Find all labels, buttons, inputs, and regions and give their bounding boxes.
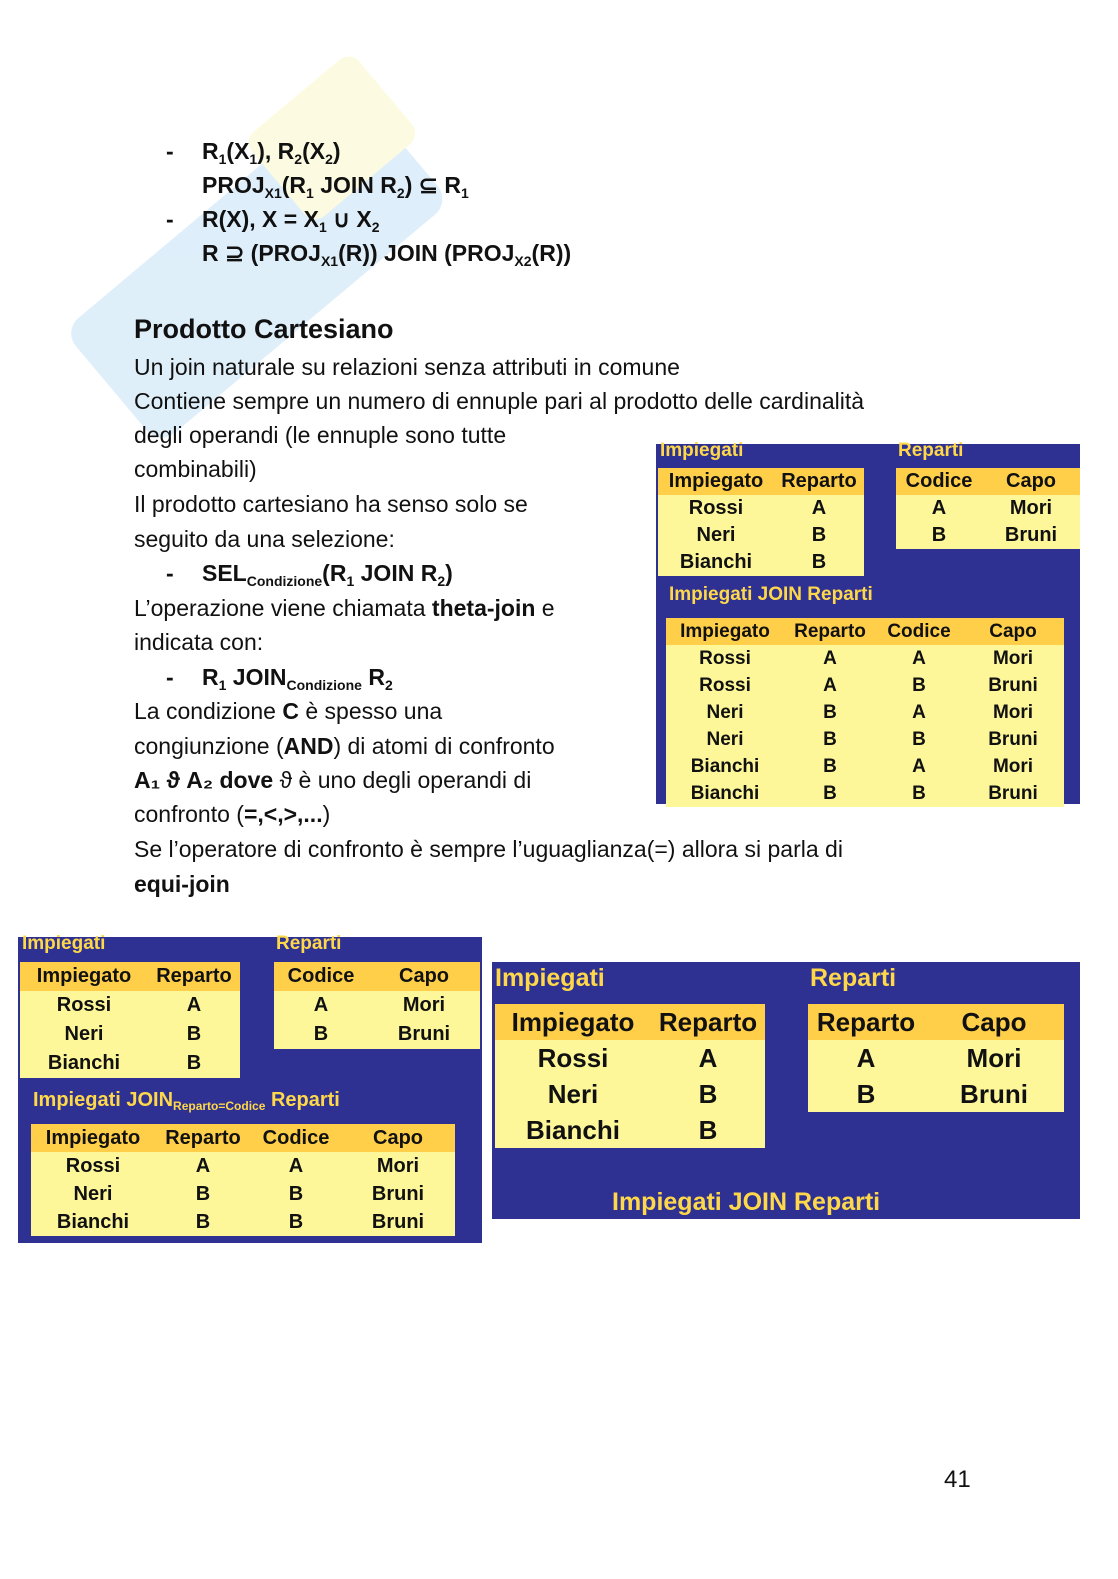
- table-row: [20, 1049, 240, 1078]
- table-row: [31, 1180, 455, 1208]
- paragraph-line: degli operandi (le ennuple sono tutte: [134, 422, 507, 448]
- table-cell: A: [912, 756, 926, 777]
- table-cell: B: [912, 783, 926, 804]
- table-cell: A: [698, 1043, 718, 1073]
- table-cell: B: [856, 1079, 876, 1109]
- table-cell: B: [698, 1079, 718, 1109]
- table-cell: Rossi: [65, 1155, 121, 1177]
- panel-title-reparti: Reparti: [898, 440, 964, 461]
- table-cell: A: [313, 994, 329, 1016]
- panel-title-reparti: Reparti: [810, 964, 897, 992]
- table-cell: Bruni: [960, 1079, 1028, 1109]
- table-cell: A: [186, 994, 202, 1016]
- table-join-result: [31, 1124, 455, 1236]
- column-header: Reparto: [156, 965, 232, 987]
- table-row: [666, 726, 1064, 753]
- table-cell: A: [195, 1155, 211, 1177]
- panel-title-impiegati: Impiegati: [495, 964, 605, 992]
- table-header: [495, 1004, 765, 1040]
- table-cell: B: [931, 524, 947, 546]
- table-row: [666, 753, 1064, 780]
- table-row: [666, 699, 1064, 726]
- table-cell: Bruni: [988, 729, 1038, 750]
- table-cell: Neri: [547, 1079, 599, 1109]
- panel-title-join: Impiegati $JOIN_{Reparto=Codice}$ Reparti: [33, 1089, 340, 1113]
- table-row: [274, 1020, 480, 1049]
- table-row: [20, 1020, 240, 1049]
- table-cell: B: [912, 729, 926, 750]
- panel-title-impiegati: Impiegati: [22, 933, 106, 954]
- figure-cartesian-product: [656, 440, 1080, 804]
- table-row: [658, 522, 864, 549]
- table-cell: Mori: [992, 756, 1034, 777]
- paragraph-line: La condizione C è spesso una: [134, 698, 443, 724]
- dash-bullet: -: [166, 664, 174, 690]
- table-cell: Mori: [376, 1155, 420, 1177]
- table-cell: Rossi: [537, 1043, 609, 1073]
- table-cell: B: [823, 702, 837, 723]
- table-cell: A: [823, 675, 837, 696]
- table-impiegati: [20, 962, 240, 1078]
- formula-selection: $SEL_{Condizione}(R_1$ JOIN $R_2$): [202, 560, 453, 589]
- paragraph-line: equi-join: [134, 871, 230, 897]
- table-row: [495, 1040, 765, 1076]
- table-cell: Bruni: [371, 1183, 425, 1205]
- table-cell: Bianchi: [56, 1211, 130, 1233]
- table-row: [658, 549, 864, 576]
- formula-superset: R ⊇ $(PROJ_{X1}(R))$ JOIN $(PROJ_{X2}(R))$: [202, 240, 572, 269]
- table-cell: Bianchi: [679, 551, 753, 573]
- table-cell: Neri: [696, 524, 736, 546]
- table-row: [896, 495, 1080, 522]
- table-header: [896, 468, 1080, 495]
- table-impiegati: [495, 1004, 765, 1148]
- column-header: Reparto: [794, 621, 866, 642]
- figure-empty-join: [492, 962, 1080, 1219]
- table-cell: Bianchi: [526, 1115, 620, 1145]
- column-header: Codice: [262, 1127, 330, 1149]
- table-row: [31, 1208, 455, 1236]
- column-header: Reparto: [165, 1127, 241, 1149]
- table-cell: B: [195, 1211, 211, 1233]
- table-cell: A: [823, 648, 837, 669]
- column-header: Impiegato: [36, 965, 132, 987]
- table-cell: Bruni: [371, 1211, 425, 1233]
- table-row: [20, 991, 240, 1020]
- dash-bullet: -: [166, 206, 174, 232]
- dash-bullet: -: [166, 560, 174, 586]
- table-cell: Neri: [64, 1023, 104, 1045]
- table-cell: A: [288, 1155, 304, 1177]
- table-cell: Neri: [706, 729, 744, 750]
- table-header: [20, 962, 240, 991]
- table-cell: Bruni: [988, 675, 1038, 696]
- table-cell: B: [811, 551, 827, 573]
- table-cell: B: [811, 524, 827, 546]
- table-cell: Bruni: [988, 783, 1038, 804]
- paragraph-line: L’operazione viene chiamata theta-join e: [134, 595, 555, 621]
- paragraph-line: Se l’operatore di confronto è sempre l’uguaglianza(=) allora si parla di: [134, 836, 843, 862]
- panel-title-reparti: Reparti: [276, 933, 342, 954]
- column-header: Codice: [905, 470, 973, 492]
- paragraph-line: Un join naturale su relazioni senza attributi in comune: [134, 354, 680, 380]
- table-row: [274, 991, 480, 1020]
- table-header: [31, 1124, 455, 1152]
- column-header: Impiegato: [680, 621, 770, 642]
- table-cell: Mori: [992, 702, 1034, 723]
- table-cell: Mori: [402, 994, 446, 1016]
- table-row: [808, 1076, 1064, 1112]
- table-reparti: [274, 962, 480, 1049]
- dash-bullet: -: [166, 138, 174, 164]
- table-cell: B: [698, 1115, 718, 1145]
- formula-union: R(X), $X = X_1$ ∪ $X_2$: [202, 206, 380, 235]
- table-row: [666, 672, 1064, 699]
- table-header: [808, 1004, 1064, 1040]
- column-header: Reparto: [816, 1007, 916, 1037]
- table-header: [666, 618, 1064, 645]
- table-row: [666, 780, 1064, 807]
- table-cell: Rossi: [56, 994, 112, 1016]
- table-cell: A: [912, 702, 926, 723]
- formula-theta-join: $R_1$ $JOIN_{Condizione}$ $R_2$: [202, 664, 393, 693]
- table-cell: Bianchi: [690, 756, 760, 777]
- table-row: [495, 1112, 765, 1148]
- table-row: [896, 522, 1080, 549]
- formula-projection: $PROJ_{X1}(R_1$ JOIN $R_2$) ⊆ $R_1$: [202, 172, 469, 201]
- table-cell: B: [823, 783, 837, 804]
- paragraph-line: A₁ ϑ A₂ dove ϑ è uno degli operandi di: [134, 767, 532, 793]
- column-header: Codice: [887, 621, 951, 642]
- column-header: Reparto: [658, 1007, 758, 1037]
- column-header: Capo: [989, 621, 1037, 642]
- column-header: Reparto: [781, 470, 857, 492]
- page-number: 41: [944, 1466, 971, 1493]
- paragraph-line: indicata con:: [134, 629, 264, 655]
- table-cell: Rossi: [688, 497, 744, 519]
- table-cell: A: [811, 497, 827, 519]
- table-join-result: [666, 618, 1064, 807]
- table-cell: B: [313, 1023, 329, 1045]
- table-cell: A: [856, 1043, 876, 1073]
- table-cell: Mori: [1009, 497, 1053, 519]
- table-cell: Rossi: [699, 648, 751, 669]
- paragraph-line: confronto (=,<,>,...): [134, 801, 331, 827]
- table-cell: B: [288, 1211, 304, 1233]
- table-cell: Mori: [992, 648, 1034, 669]
- paragraph-line: seguito da una selezione:: [134, 526, 395, 552]
- table-row: [808, 1040, 1064, 1076]
- paragraph-line: combinabili): [134, 456, 257, 482]
- table-cell: Mori: [966, 1043, 1022, 1073]
- table-cell: Neri: [73, 1183, 113, 1205]
- paragraph-line: Contiene sempre un numero di ennuple pari al prodotto delle cardinalità: [134, 388, 865, 414]
- table-cell: Bruni: [1004, 524, 1058, 546]
- column-header: Capo: [961, 1007, 1027, 1037]
- table-cell: A: [931, 497, 947, 519]
- panel-title-join: Impiegati JOIN Reparti: [669, 584, 873, 605]
- table-row: [31, 1152, 455, 1180]
- formula-relations: $R_1(X_1)$, $R_2(X_2)$: [202, 138, 341, 167]
- table-header: [274, 962, 480, 991]
- table-cell: B: [912, 675, 926, 696]
- table-impiegati: [658, 468, 864, 576]
- table-cell: B: [186, 1023, 202, 1045]
- panel-title-impiegati: Impiegati: [660, 440, 744, 461]
- table-cell: B: [195, 1183, 211, 1205]
- table-row: [658, 495, 864, 522]
- table-cell: B: [186, 1052, 202, 1074]
- table-row: [666, 645, 1064, 672]
- paragraph-line: congiunzione (AND) di atomi di confronto: [134, 733, 555, 759]
- column-header: Codice: [287, 965, 355, 987]
- table-row: [495, 1076, 765, 1112]
- table-cell: A: [912, 648, 926, 669]
- paragraph-line: Il prodotto cartesiano ha senso solo se: [134, 491, 528, 517]
- panel-title-join: Impiegati JOIN Reparti: [612, 1188, 881, 1216]
- column-header: Impiegato: [511, 1007, 635, 1037]
- table-cell: Bianchi: [47, 1052, 121, 1074]
- table-cell: B: [823, 756, 837, 777]
- table-reparti: [896, 468, 1080, 549]
- table-header: [658, 468, 864, 495]
- table-cell: B: [823, 729, 837, 750]
- section-title: Prodotto Cartesiano: [134, 314, 394, 344]
- table-cell: Rossi: [699, 675, 751, 696]
- column-header: Capo: [399, 965, 449, 987]
- column-header: Capo: [373, 1127, 423, 1149]
- table-cell: Neri: [706, 702, 744, 723]
- table-cell: Bruni: [397, 1023, 451, 1045]
- column-header: Impiegato: [668, 470, 764, 492]
- column-header: Impiegato: [45, 1127, 141, 1149]
- column-header: Capo: [1006, 470, 1056, 492]
- table-cell: B: [288, 1183, 304, 1205]
- table-cell: Bianchi: [690, 783, 760, 804]
- figure-equi-join: [18, 933, 482, 1243]
- table-reparti: [808, 1004, 1064, 1112]
